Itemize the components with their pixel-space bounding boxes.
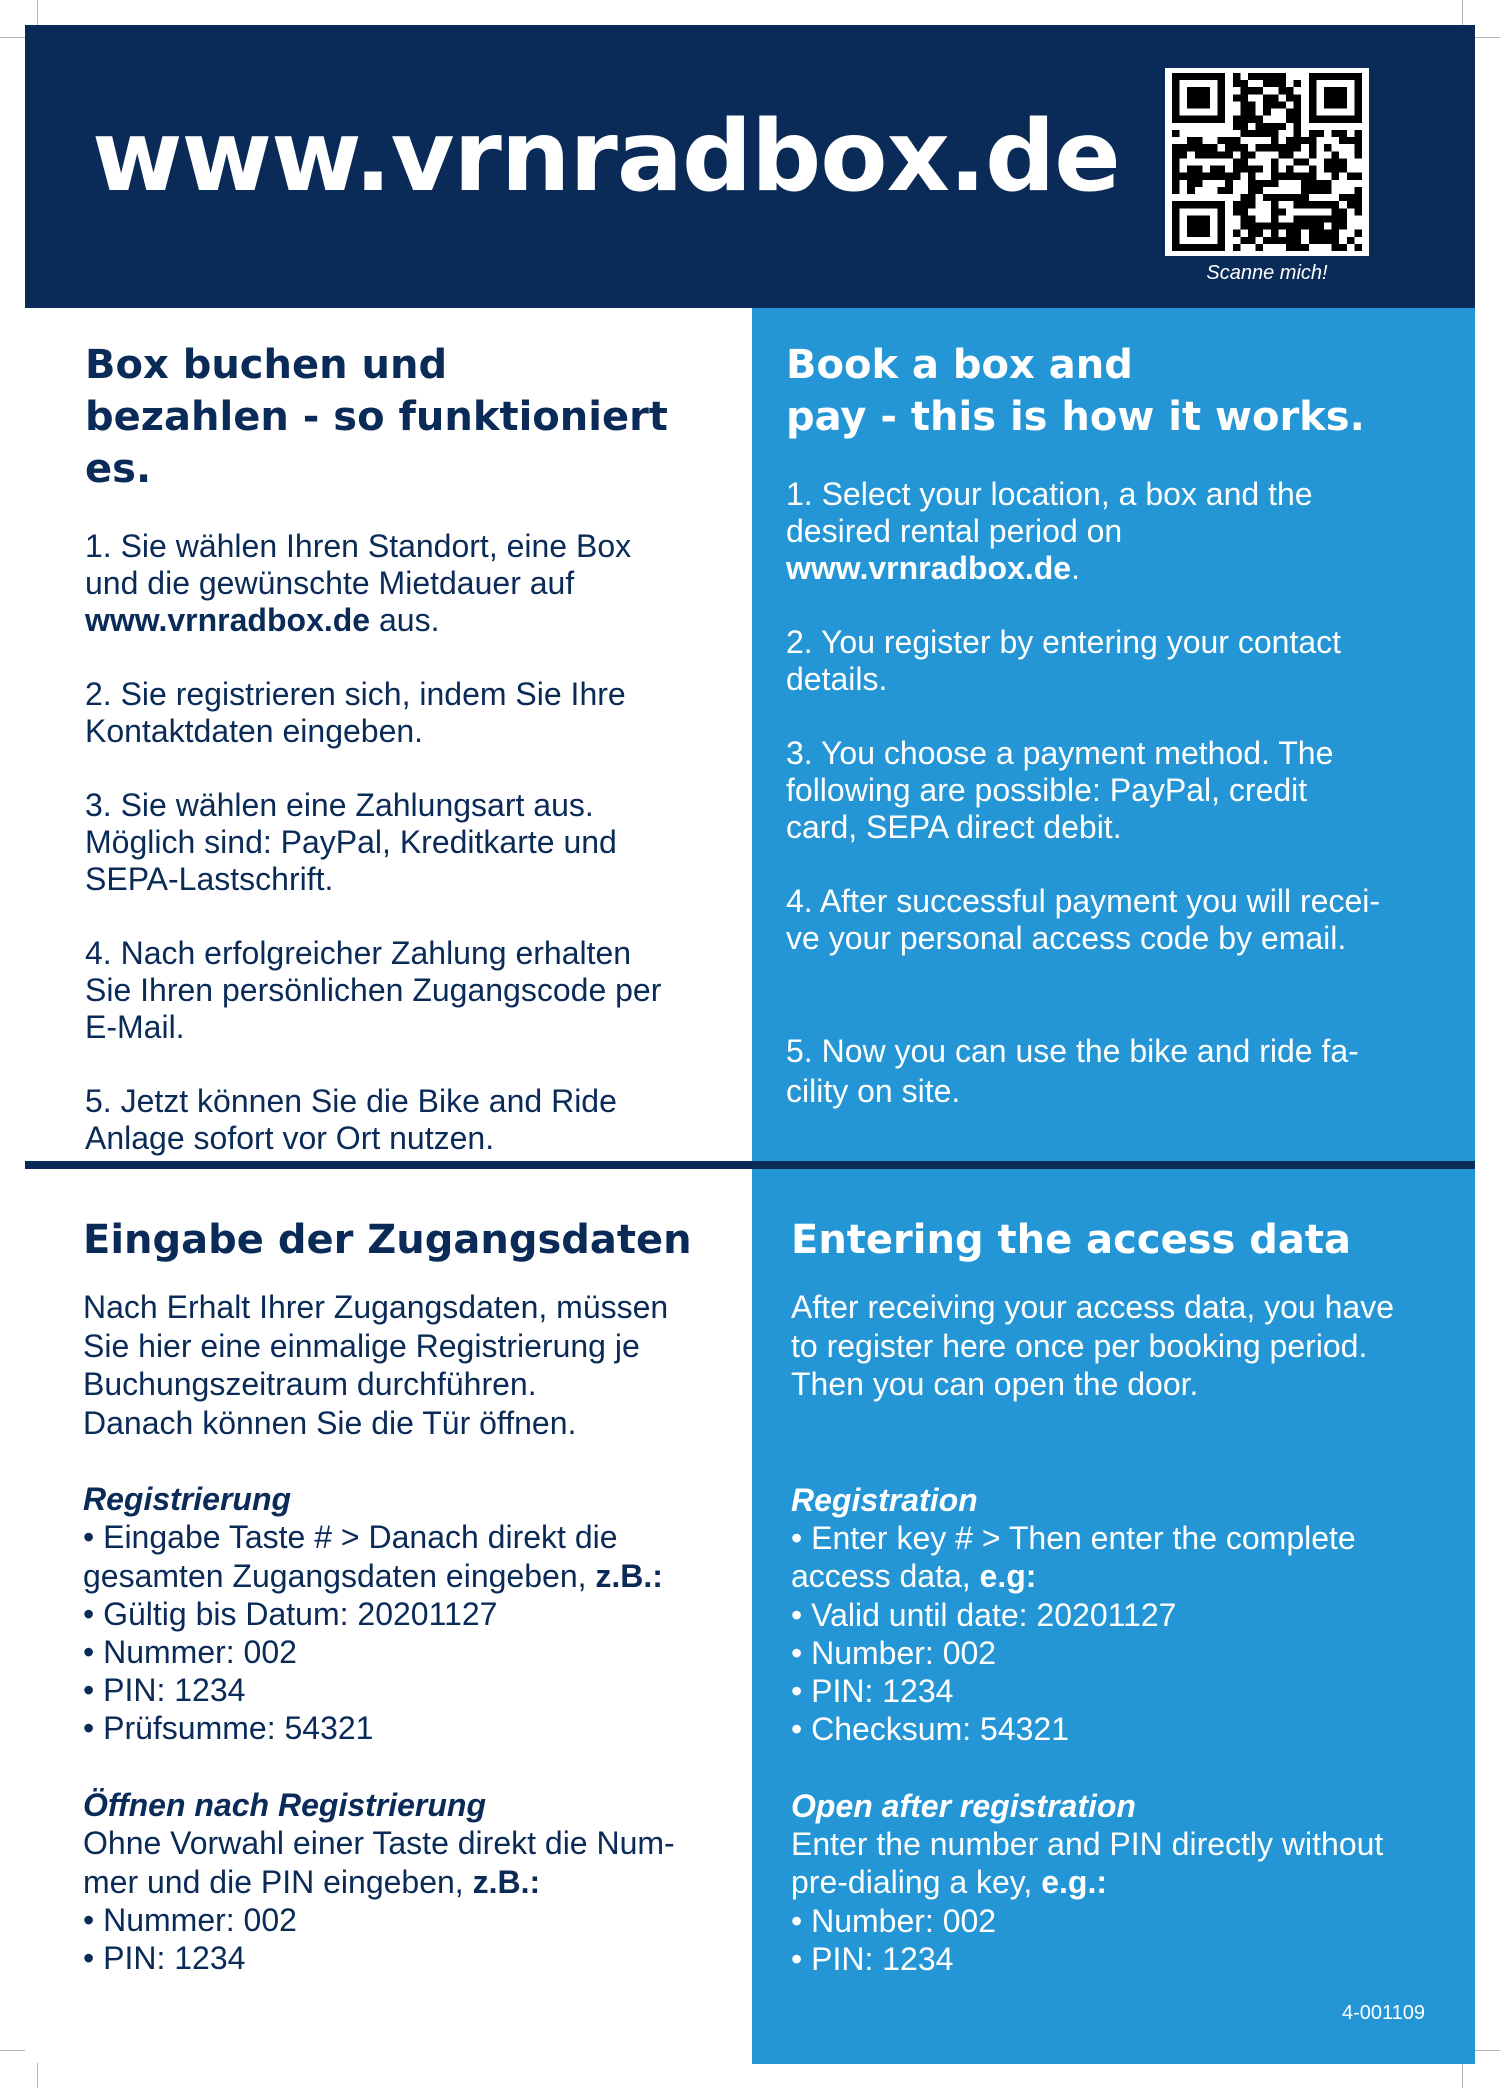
access-de-open-text <box>83 1824 733 1901</box>
booking-en-step1 <box>786 476 1456 587</box>
crop-mark <box>1462 0 1463 25</box>
crop-mark <box>37 2063 38 2088</box>
list-item: • Nummer: 002 <box>83 1634 297 1670</box>
booking-en-step4: 4. After successful payment you will recei- ve your personal access code by email. <box>786 883 1381 956</box>
access-en <box>791 1214 1461 1978</box>
booking-de-step4: 4. Nach erfolgreicher Zahlung erhalten Sie Ihren persönlichen Zugangscode per E-Mail. <box>85 935 662 1045</box>
open-text: Ohne Vorwahl einer Taste direkt die Num- mer und die PIN eingeben, <box>83 1825 675 1900</box>
list-item: • Prüfsumme: 54321 <box>83 1710 374 1746</box>
crop-mark <box>1475 37 1500 38</box>
list-item: • Checksum: 54321 <box>791 1710 1070 1747</box>
booking-en-step2: 2. You register by entering your contact details. <box>786 624 1342 697</box>
booking-de-step1 <box>85 528 725 639</box>
site-url[interactable]: www.vrnradbox.de <box>92 100 1120 214</box>
access-en-open-heading: Open after registration <box>791 1787 1136 1824</box>
access-de-title: Eingabe der Zugangsdaten <box>83 1217 692 1263</box>
list-item: • Gültig bis Datum: 20201127 <box>83 1596 498 1632</box>
list-item: • PIN: 1234 <box>791 1672 954 1709</box>
access-de-reg-text <box>83 1518 733 1595</box>
qr-code-icon <box>1172 73 1362 251</box>
access-de-open-heading: Öffnen nach Registrierung <box>83 1787 487 1823</box>
access-de-reg-heading: Registrierung <box>83 1481 292 1517</box>
booking-de-title: Box buchen und bezahlen - so funktioniert es. <box>85 342 668 492</box>
access-en-reg-heading: Registration <box>791 1481 978 1518</box>
reg-text: • Enter key # > Then enter the complete access data, <box>791 1519 1356 1594</box>
list-item: • PIN: 1234 <box>83 1940 246 1976</box>
list-item: • Nummer: 002 <box>83 1902 297 1938</box>
booking-en-title: Book a box and pay - this is how it works. <box>786 342 1365 440</box>
step1-text: 1. Sie wählen Ihren Standort, eine Box und die gewünschte Mietdauer auf <box>85 528 632 601</box>
crop-mark <box>0 2050 25 2051</box>
qr-caption: Scanne mich! <box>1206 262 1328 284</box>
access-de <box>83 1214 733 1977</box>
booking-en-step3: 3. You choose a payment method. The following are possible: PayPal, credit card, SEPA direct debit. <box>786 735 1334 845</box>
booking-de-step5: 5. Jetzt können Sie die Bike and Ride Anlage sofort vor Ort nutzen. <box>85 1083 617 1156</box>
access-en-open-text <box>791 1825 1461 1902</box>
reg-eg: z.B.: <box>595 1557 663 1594</box>
crop-mark <box>0 37 25 38</box>
list-item: • Valid until date: 20201127 <box>791 1596 1177 1633</box>
document-code: 4-001109 <box>1342 2002 1426 2024</box>
list-item: • PIN: 1234 <box>83 1672 246 1708</box>
access-en-reg-text <box>791 1519 1461 1596</box>
reg-eg: e.g: <box>979 1558 1037 1594</box>
booking-de-step3: 3. Sie wählen eine Zahlungsart aus. Möglich sind: PayPal, Kreditkarte und SEPA-Lastschrift. <box>85 787 617 897</box>
step1-text-end: aus. <box>370 602 440 638</box>
crop-mark <box>1475 2050 1500 2051</box>
booking-de-step2: 2. Sie registrieren sich, indem Sie Ihre Kontaktdaten eingeben. <box>85 676 626 749</box>
step1-url[interactable]: www.vrnradbox.de <box>786 550 1072 586</box>
reg-text: • Eingabe Taste # > Danach direkt die gesamten Zugangsdaten eingeben, <box>83 1519 618 1594</box>
open-eg: z.B.: <box>472 1863 541 1900</box>
access-en-intro: After receiving your access data, you have to register here once per booking period. Then you can open the door. <box>791 1289 1394 1402</box>
list-item: • PIN: 1234 <box>791 1940 954 1977</box>
qr-code[interactable] <box>1165 68 1369 256</box>
open-eg: e.g.: <box>1041 1864 1107 1900</box>
step1-url[interactable]: www.vrnradbox.de <box>85 602 371 638</box>
access-de-open-list <box>83 1901 733 1977</box>
access-en-title: Entering the access data <box>791 1217 1351 1263</box>
step1-text: 1. Select your location, a box and the desired rental period on <box>786 476 1313 549</box>
access-de-reg-list <box>83 1595 733 1747</box>
access-de-intro: Nach Erhalt Ihrer Zugangsdaten, müssen Sie hier eine einmalige Registrierung je Buchungszeitraum durchführen. Danach können Sie die Tür öffnen. <box>83 1289 669 1441</box>
access-en-reg-list <box>791 1596 1461 1748</box>
crop-mark <box>1462 2063 1463 2088</box>
list-item: • Number: 002 <box>791 1634 997 1671</box>
list-item: • Number: 002 <box>791 1902 997 1939</box>
crop-mark <box>37 0 38 25</box>
booking-de <box>85 339 725 1194</box>
access-en-open-list <box>791 1902 1461 1978</box>
booking-en-step5: 5. Now you can use the bike and ride fa- cility on site. <box>786 1033 1359 1109</box>
open-text: Enter the number and PIN directly without pre-dialing a key, <box>791 1825 1384 1900</box>
booking-en <box>786 339 1456 1148</box>
step1-text-end: . <box>1071 550 1080 586</box>
